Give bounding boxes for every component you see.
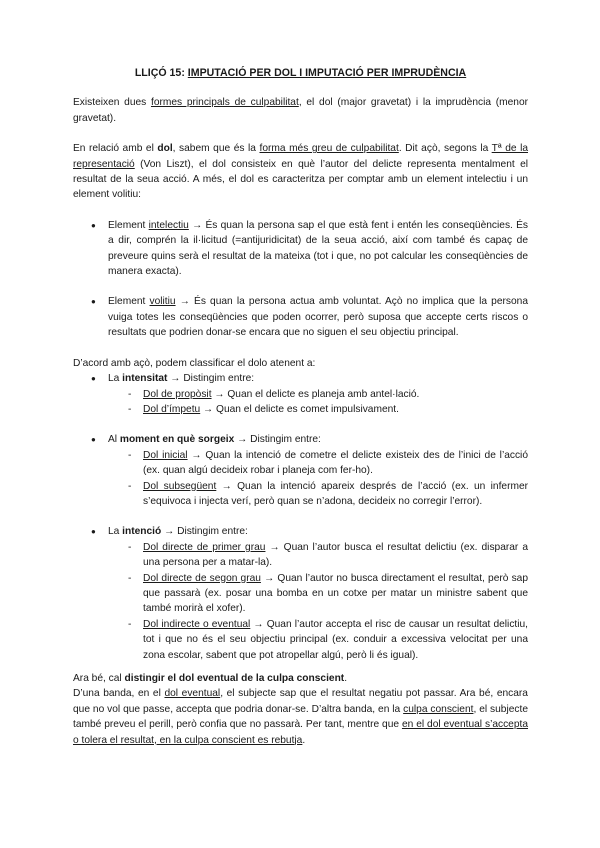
dol-proposit-item: - Dol de propòsit → Quan el delicte es planeja amb antel·lació. [108, 387, 528, 402]
dol-impetu-item: - Dol d’ímpetu → Quan el delicte es comet impulsivament. [108, 402, 528, 417]
dol-inicial-item: - Dol inicial → Quan la intenció de cometre el delicte existeix des de l’inici de l’acció (ex. quan algú decideix robar i planeja com fer-ho). [108, 448, 528, 479]
element-volitiu: ● Element volitiu → És quan la persona actua amb voluntat. Açò no implica que la persona vuiga totes les conseqüències que poden ocorrer, però suposa que accepte certs riscos o resultats que podrien donar-se encara que no siguen el seu objectiu principal. [73, 294, 528, 340]
intencio-list [73, 524, 528, 663]
dol-directe-primer-grau-item: - Dol directe de primer grau → Quan l’autor busca el resultat delictiu (ex. disparar a una persona per a matar-la). [108, 540, 528, 571]
page-title: LLIÇÓ 15: IMPUTACIÓ PER DOL I IMPUTACIÓ PER IMPRUDÈNCIA [134, 67, 467, 79]
moment-item: ● Al moment en què sorgeix → Distingim entre: - Dol inicial → Quan la intenció de cometre el delicte existeix des de l’inici de l’acció (ex. quan algú decideix robar i planeja com fer-ho). - Dol subsegüent → Quan la intenció apareix després de l’acció (ex. un infermer s’equivoca i injecta verí, però quan se n’adona, decideix no corregir l’error). [73, 432, 528, 509]
moment-list [73, 432, 528, 509]
intensitat-item: ● La intensitat → Distingim entre: - Dol de propòsit → Quan el delicte es planeja amb antel·lació. - Dol d’ímpetu → Quan el delicte es comet impulsivament. [73, 371, 528, 417]
intensitat-list [73, 371, 528, 417]
dol-directe-segon-grau-item: - Dol directe de segon grau → Quan l’autor no busca directament el resultat, però sap que passarà (ex. posar una bomba en un cotxe per matar un ministre sabent que també morirà el xofer). [108, 571, 528, 617]
dol-indirecte-eventual-item: - Dol indirecte o eventual → Quan l’autor accepta el risc de causar un resultat delictiu, tot i que no és el seu objectiu principal (ex. conduir a excessiva velocitat per una zona escolar, sabent que pot atropellar algú, però li és igual). [108, 617, 528, 663]
classify-intro: D’acord amb açò, podem classificar el dolo atenent a: [73, 357, 316, 369]
final-heading-line: Ara bé, cal distingir el dol eventual de la culpa conscient. [73, 673, 348, 684]
dol-subsequent-item: - Dol subsegüent → Quan la intenció apareix després de l’acció (ex. un infermer s’equivoca i injecta verí, però quan se n’adona, decideix no corregir l’error). [108, 479, 528, 510]
final-paragraph: D’una banda, en el dol eventual, el subjecte sap que el resultat negatiu pot passar. Ara bé, encara que no vol que passe, accepta que podria donar-se. D’altra banda, en la culpa conscient, el subjecte també preveu el perill, però confia que no passarà. Per tant, mentre que en el dol eventual s’accepta o tolera el resultat, en la culpa conscient es rebutja. [73, 688, 529, 746]
dol-definition-paragraph: En relació amb el dol, sabem que és la forma més greu de culpabilitat. Dit açò, segons la Tª de la representació (Von Liszt), el dol consisteix en què l’autor del delicte representa mentalment el resultat de la seua acció. A més, el dol es caracteritza per comptar amb un element intelectiu i un element volitiu: [73, 143, 528, 201]
document-page [73, 66, 528, 748]
elements-list [73, 218, 528, 341]
list-spacer [73, 279, 528, 294]
element-intelectiu: ● Element intelectiu → És quan la persona sap el que està fent i entén les conseqüències. És a dir, comprén la il·licitud (=antijuridicitat) de la seua acció, així com també és capaç de preveure quins serà el resultat de la mateixa (tot i que, no pot calcular les conseqüències de manera exacta). [73, 218, 528, 280]
intencio-item: ● La intenció → Distingim entre: - Dol directe de primer grau → Quan l’autor busca el resultat delictiu (ex. disparar a una persona per a matar-la). - Dol directe de segon grau → Quan l’autor no busca directament el resultat, però sap que passarà (ex. posar una bomba en un cotxe per matar un ministre sabent que també morirà el xofer). - Dol indirecte o eventual → Quan l’autor accepta el risc de causar un resultat delictiu, tot i que no és el seu objectiu principal (ex. conduir a excessiva velocitat per una zona escolar, sabent que pot atropellar algú, però li és igual). [73, 524, 528, 663]
intro-paragraph: Existeixen dues formes principals de culpabilitat, el dol (major gravetat) i la imprudència (menor gravetat). [73, 97, 528, 124]
